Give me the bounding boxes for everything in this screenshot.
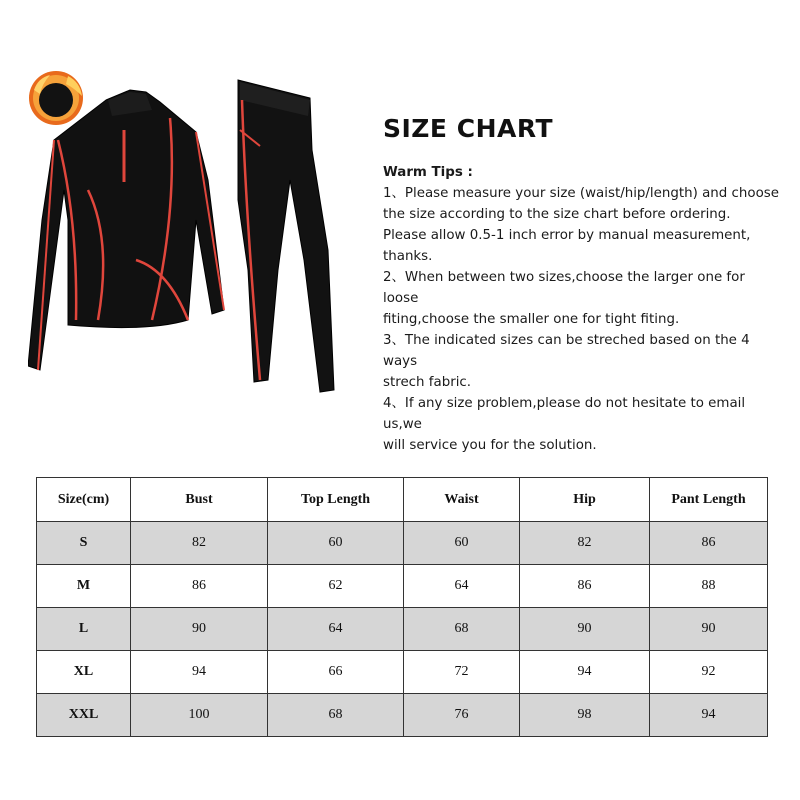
leggings-garment — [238, 80, 334, 392]
size-cell: XL — [37, 651, 131, 694]
hip-cell: 98 — [520, 694, 650, 737]
tips-heading: Warm Tips : — [383, 165, 473, 180]
page-title: SIZE CHART — [383, 114, 554, 143]
table-row — [37, 651, 768, 694]
bust-cell: 94 — [131, 651, 268, 694]
top-garment — [28, 90, 224, 370]
header-size: Size(cm) — [37, 478, 131, 522]
size-cell: L — [37, 608, 131, 651]
warm-tips — [383, 162, 783, 456]
size-cell: XXL — [37, 694, 131, 737]
waist-cell: 68 — [404, 608, 520, 651]
top-length-cell: 68 — [268, 694, 404, 737]
pant-length-cell: 94 — [650, 694, 768, 737]
waist-cell: 60 — [404, 522, 520, 565]
pant-length-cell: 88 — [650, 565, 768, 608]
size-cell: S — [37, 522, 131, 565]
table-row — [37, 694, 768, 737]
tip-item-2: 2、When between two sizes,choose the larger one for loose fiting,choose the smaller one for tight fiting. — [383, 270, 745, 327]
hip-cell: 94 — [520, 651, 650, 694]
size-table — [36, 477, 768, 737]
size-cell: M — [37, 565, 131, 608]
fleece-lining-icon — [29, 71, 83, 125]
hip-cell: 90 — [520, 608, 650, 651]
header-waist: Waist — [404, 478, 520, 522]
product-image — [28, 70, 358, 410]
pant-length-cell: 90 — [650, 608, 768, 651]
waist-cell: 72 — [404, 651, 520, 694]
pant-length-cell: 92 — [650, 651, 768, 694]
bust-cell: 100 — [131, 694, 268, 737]
header-pant-length: Pant Length — [650, 478, 768, 522]
hip-cell: 82 — [520, 522, 650, 565]
tip-item-4: 4、If any size problem,please do not hesitate to email us,we will service you for the solution. — [383, 396, 746, 453]
bust-cell: 90 — [131, 608, 268, 651]
tip-item-1: 1、Please measure your size (waist/hip/length) and choose the size according to the size chart before ordering. Please allow 0.5-1 inch error by manual measurement, thanks. — [383, 186, 779, 264]
header-top-length: Top Length — [268, 478, 404, 522]
tip-item-3: 3、The indicated sizes can be streched based on the 4 ways strech fabric. — [383, 333, 750, 390]
table-row — [37, 522, 768, 565]
bust-cell: 82 — [131, 522, 268, 565]
table-row — [37, 608, 768, 651]
waist-cell: 64 — [404, 565, 520, 608]
pant-length-cell: 86 — [650, 522, 768, 565]
top-length-cell: 62 — [268, 565, 404, 608]
top-length-cell: 64 — [268, 608, 404, 651]
hip-cell: 86 — [520, 565, 650, 608]
table-header-row — [37, 478, 768, 522]
table-row — [37, 565, 768, 608]
top-length-cell: 60 — [268, 522, 404, 565]
header-bust: Bust — [131, 478, 268, 522]
top-length-cell: 66 — [268, 651, 404, 694]
bust-cell: 86 — [131, 565, 268, 608]
header-hip: Hip — [520, 478, 650, 522]
waist-cell: 76 — [404, 694, 520, 737]
